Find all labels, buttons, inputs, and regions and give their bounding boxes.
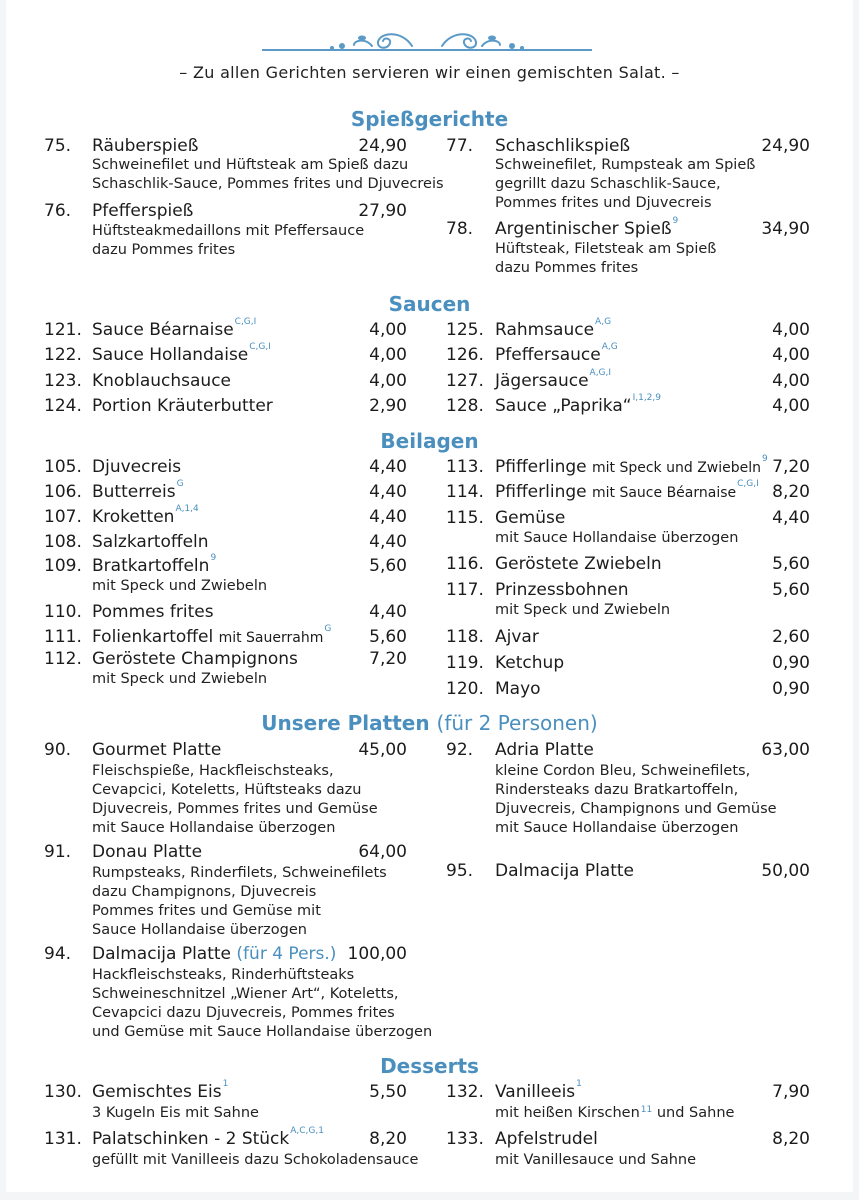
allergen-codes: A,C,G,1: [290, 1126, 324, 1136]
menu-item-description: [92, 670, 267, 689]
menu-item-title: Gemüse: [495, 508, 566, 528]
menu-item-title: Pfeffersauce: [495, 345, 601, 365]
menu-item-number: 132.: [446, 1082, 484, 1102]
menu-item-description: [92, 966, 432, 1042]
menu-item-number: 95.: [446, 861, 474, 881]
menu-item-name: [495, 627, 539, 647]
menu-item-title: Pfifferlinge: [495, 457, 587, 477]
menu-item-title: Knoblauchsauce: [92, 371, 232, 391]
menu-item-title: Salzkartoffeln: [92, 532, 209, 552]
intro-note: – Zu allen Gerichten servieren wir einen gemischten Salat. –: [179, 63, 680, 82]
allergen-codes: C,G,I: [249, 342, 271, 352]
menu-item-title: Rahmsauce: [495, 320, 595, 340]
description-line: mit Sauce Hollandaise überzogen: [495, 530, 739, 546]
menu-item-description: [92, 1151, 418, 1170]
menu-item-name: [92, 649, 298, 669]
menu-item-number: 108.: [44, 532, 82, 552]
allergen-codes: 1: [576, 1079, 582, 1089]
menu-item-name: [495, 653, 564, 673]
allergen-codes: I,1,2,9: [632, 393, 661, 403]
allergen-codes: C,G,I: [737, 479, 759, 489]
description-line: gegrillt dazu Schaschlik-Sauce,: [495, 176, 721, 192]
menu-item-price: 8,20: [369, 1129, 407, 1149]
menu-item-title: Dalmacija Platte: [495, 861, 635, 881]
menu-item-name: [495, 508, 565, 528]
menu-item-number: 106.: [44, 482, 82, 502]
menu-item-title: Geröstete Zwiebeln: [495, 554, 662, 574]
menu-item-name: [92, 1126, 324, 1149]
menu-item-description: [92, 1104, 259, 1123]
menu-item-number: 131.: [44, 1129, 82, 1149]
menu-item-name: [92, 553, 217, 576]
menu-item-number: 105.: [44, 457, 82, 477]
menu-item-name: [495, 580, 629, 600]
menu-item-number: 127.: [446, 371, 484, 391]
menu-item-description: [92, 222, 364, 260]
menu-item-title: Gemischtes Eis: [92, 1082, 222, 1102]
description-line: Hackfleischsteaks, Rinderhüftsteaks: [92, 967, 355, 983]
menu-item-name: [92, 740, 221, 760]
menu-item-price: 5,60: [369, 556, 407, 576]
menu-item-name: [495, 216, 679, 239]
menu-item-description: [92, 864, 387, 940]
menu-item-price: 0,90: [772, 679, 810, 699]
menu-item-name: [495, 679, 541, 699]
menu-item-number: 121.: [44, 320, 82, 340]
menu-item-number: 122.: [44, 345, 82, 365]
description-line: Pommes frites und Gemüse mit: [92, 903, 321, 919]
menu-item-name: [495, 861, 634, 881]
menu-item-title: Folienkartoffel: [92, 627, 214, 647]
description-line: mit Vanillesauce und Sahne: [495, 1152, 697, 1168]
menu-item-name: [495, 342, 618, 365]
description-line: Djuvecreis, Champignons und Gemüse: [495, 801, 777, 817]
menu-item-name: [92, 201, 193, 221]
menu-item-number: 125.: [446, 320, 484, 340]
menu-item-description: [92, 762, 378, 838]
menu-item-number: 123.: [44, 371, 82, 391]
menu-item-number: 77.: [446, 136, 474, 156]
menu-item-title: Sauce „Paprika“: [495, 396, 632, 416]
description-line: gefüllt mit Vanilleeis dazu Schokoladensauce: [92, 1152, 419, 1168]
menu-item-name: [92, 371, 231, 391]
allergen-codes: 11: [640, 1105, 653, 1115]
menu-item-name: [92, 624, 332, 647]
menu-item-price: 5,60: [772, 580, 810, 600]
menu-item-number: 120.: [446, 679, 484, 699]
menu-item-number: 107.: [44, 507, 82, 527]
menu-item-title: Sauce Hollandaise: [92, 345, 249, 365]
allergen-codes: A,G: [601, 342, 618, 352]
menu-item-title: Bratkartoffeln: [92, 556, 210, 576]
description-line: Pommes frites und Djuvecreis: [495, 195, 712, 211]
menu-item-title: Apfelstrudel: [495, 1129, 598, 1149]
menu-item-price: 64,00: [358, 842, 407, 862]
menu-item-price: 4,40: [369, 507, 407, 527]
menu-item-price: 5,50: [369, 1082, 407, 1102]
menu-item-price: 4,40: [369, 482, 407, 502]
menu-item-title: Pfefferspieß: [92, 201, 194, 221]
menu-item-description: [495, 762, 777, 838]
menu-item-price: 45,00: [358, 740, 407, 760]
menu-item-title: Palatschinken - 2 Stück: [92, 1129, 290, 1149]
menu-item-price: 5,60: [772, 554, 810, 574]
section-beilagen: Beilagen: [380, 429, 479, 453]
description-line: Hüftsteakmedaillons mit Pfeffersauce: [92, 223, 365, 239]
menu-item-price: 2,90: [369, 396, 407, 416]
menu-item-title: Gourmet Platte: [92, 740, 222, 760]
menu-item-price: 4,40: [772, 508, 810, 528]
section-saucen: Saucen: [388, 292, 471, 316]
menu-item-name: [495, 317, 612, 340]
menu-item-title: Vanilleeis: [495, 1082, 576, 1102]
menu-item-title: Argentinischer Spieß: [495, 219, 672, 239]
menu-item-price: 27,90: [358, 201, 407, 221]
menu-item-title: Ketchup: [495, 653, 565, 673]
description-line: mit Speck und Zwiebeln: [495, 602, 671, 618]
description-line: dazu Champignons, Djuvecreis: [92, 884, 317, 900]
section-platten: [0, 711, 859, 735]
menu-item-description: [92, 577, 267, 596]
menu-item-name: [92, 532, 209, 552]
menu-item-name: [495, 136, 630, 156]
menu-item-price: 4,00: [772, 396, 810, 416]
menu-item-price: 4,00: [369, 345, 407, 365]
section-platten-subtitle: (für 2 Personen): [436, 711, 598, 735]
description-line: Djuvecreis, Pommes frites und Gemüse: [92, 801, 378, 817]
description-line: mit Speck und Zwiebeln: [92, 671, 268, 687]
menu-item-number: 128.: [446, 396, 484, 416]
description-text: und Sahne: [656, 1105, 735, 1121]
description-line: Schweinefilet und Hüftsteak am Spieß dazu: [92, 157, 409, 173]
menu-item-price: 8,20: [772, 482, 810, 502]
allergen-codes: A,G: [595, 317, 612, 327]
description-line: mit Speck und Zwiebeln: [92, 578, 268, 594]
menu-item-title: Ajvar: [495, 627, 539, 647]
menu-item-price: 7,20: [772, 457, 810, 477]
menu-item-price: 4,40: [369, 532, 407, 552]
menu-item-price: 24,90: [761, 136, 810, 156]
menu-item-title: Donau Platte: [92, 842, 203, 862]
menu-item-price: 4,00: [772, 345, 810, 365]
menu-item-number: 111.: [44, 627, 82, 647]
menu-item-title: Portion Kräuterbutter: [92, 396, 273, 416]
menu-item-price: 100,00: [347, 944, 407, 964]
menu-item-name: [92, 944, 336, 964]
description-line: Schweinefilet, Rumpsteak am Spieß: [495, 157, 756, 173]
allergen-codes: C,G,I: [234, 317, 257, 327]
menu-item-name: [495, 1079, 582, 1102]
menu-item-title: Butterreis: [92, 482, 176, 502]
menu-item-inline-note: mit Sauce Béarnaise: [592, 485, 737, 501]
menu-item-name-extra: (für 4 Pers.): [236, 944, 337, 964]
menu-item-description: [495, 1104, 734, 1123]
menu-item-name: [92, 396, 273, 416]
menu-item-price: 4,00: [772, 371, 810, 391]
description-line: Fleischspieße, Hackfleischsteaks,: [92, 763, 334, 779]
menu-item-name: [92, 504, 199, 527]
menu-item-price: 24,90: [358, 136, 407, 156]
description-line: Rumpsteaks, Rinderfilets, Schweinefilets: [92, 865, 387, 881]
description-line: kleine Cordon Bleu, Schweinefilets,: [495, 763, 751, 779]
menu-item-number: 109.: [44, 556, 82, 576]
menu-item-inline-note: mit Speck und Zwiebeln: [592, 460, 761, 476]
menu-item-price: 0,90: [772, 653, 810, 673]
menu-item-description: [495, 156, 755, 213]
menu-item-price: 4,00: [772, 320, 810, 340]
section-platten-title: Unsere Platten: [261, 711, 430, 735]
description-line: Sauce Hollandaise überzogen: [92, 922, 307, 938]
menu-item-name: [92, 457, 181, 477]
menu-item-description: [495, 529, 738, 548]
menu-item-number: 91.: [44, 842, 72, 862]
menu-item-price: 50,00: [761, 861, 810, 881]
menu-item-number: 118.: [446, 627, 484, 647]
allergen-codes: A,1,4: [175, 504, 199, 514]
menu-item-price: 4,00: [369, 320, 407, 340]
menu-item-number: 114.: [446, 482, 484, 502]
menu-item-title: Prinzessbohnen: [495, 580, 629, 600]
menu-item-name: [495, 554, 662, 574]
menu-item-price: 4,00: [369, 371, 407, 391]
menu-item-price: 7,90: [772, 1082, 810, 1102]
allergen-codes: A,G,I: [589, 368, 612, 378]
menu-item-title: Kroketten: [92, 507, 175, 527]
description-line: Schaschlik-Sauce, Pommes frites und Djuvecreis: [92, 176, 444, 192]
menu-item-name: [92, 842, 202, 862]
menu-item-price: 5,60: [369, 627, 407, 647]
description-line: dazu Pommes frites: [92, 242, 236, 258]
menu-item-number: 126.: [446, 345, 484, 365]
description-text: mit heißen Kirschen: [495, 1105, 640, 1121]
menu-item-title: Djuvecreis: [92, 457, 182, 477]
menu-item-title: Sauce Béarnaise: [92, 320, 234, 340]
menu-item-title: Schaschlikspieß: [495, 136, 631, 156]
description-line: mit Sauce Hollandaise überzogen: [495, 820, 739, 836]
menu-item-name: [495, 393, 661, 416]
menu-item-number: 90.: [44, 740, 72, 760]
description-line: Rindersteaks dazu Bratkartoffeln,: [495, 782, 739, 798]
menu-item-title: Pfifferlinge: [495, 482, 587, 502]
section-spiessgerichte: Spießgerichte: [350, 107, 509, 131]
menu-item-number: 110.: [44, 602, 82, 622]
menu-item-name: [92, 479, 184, 502]
menu-item-description: [92, 156, 444, 194]
allergen-codes: 9: [210, 553, 217, 563]
menu-item-price: 4,40: [369, 457, 407, 477]
section-desserts: Desserts: [380, 1054, 479, 1078]
menu-item-price: 4,40: [369, 602, 407, 622]
menu-item-name: [92, 602, 214, 622]
menu-item-number: 115.: [446, 508, 484, 528]
menu-item-number: 75.: [44, 136, 72, 156]
allergen-codes: 1: [222, 1079, 229, 1089]
menu-item-name: [92, 317, 257, 340]
description-line: Hüftsteak, Filetsteak am Spieß: [495, 241, 717, 257]
menu-item-name: [495, 1129, 598, 1149]
menu-item-description: [495, 240, 716, 278]
menu-item-name: [92, 342, 271, 365]
menu-item-number: 117.: [446, 580, 484, 600]
allergen-codes: 9: [672, 216, 679, 226]
menu-item-number: 113.: [446, 457, 484, 477]
description-line: Schweineschnitzel „Wiener Art“, Koteletts,: [92, 986, 399, 1002]
menu-item-title: Dalmacija Platte: [92, 944, 232, 964]
allergen-codes: 9: [762, 454, 768, 464]
menu-item-title: Räuberspieß: [92, 136, 199, 156]
description-line: mit Sauce Hollandaise überzogen: [92, 820, 336, 836]
menu-item-title: Geröstete Champignons: [92, 649, 298, 669]
menu-item-price: 2,60: [772, 627, 810, 647]
description-line: Cevapcici, Koteletts, Hüftsteaks dazu: [92, 782, 362, 798]
menu-item-number: 76.: [44, 201, 72, 221]
ornament-divider-icon: [262, 24, 592, 58]
menu-item-title: Pommes frites: [92, 602, 214, 622]
description-line: und Gemüse mit Sauce Hollandaise überzogen: [92, 1024, 433, 1040]
menu-item-number: 94.: [44, 944, 72, 964]
menu-item-description: [495, 1151, 696, 1170]
menu-item-name: [92, 136, 198, 156]
menu-item-price: 63,00: [761, 740, 810, 760]
description-line: 3 Kugeln Eis mit Sahne: [92, 1105, 259, 1121]
menu-item-title: Adria Platte: [495, 740, 594, 760]
menu-item-price: 34,90: [761, 219, 810, 239]
menu-item-title: Mayo: [495, 679, 541, 699]
menu-item-number: 92.: [446, 740, 474, 760]
menu-item-number: 78.: [446, 219, 474, 239]
menu-item-price: 8,20: [772, 1129, 810, 1149]
menu-item-description: [495, 601, 670, 620]
menu-item-number: 133.: [446, 1129, 484, 1149]
allergen-codes: G: [324, 624, 332, 634]
menu-item-inline-note: mit Sauerrahm: [218, 630, 324, 646]
menu-item-name: [92, 1079, 229, 1102]
menu-item-number: 130.: [44, 1082, 82, 1102]
menu-item-title: Jägersauce: [495, 371, 589, 391]
menu-item-number: 119.: [446, 653, 484, 673]
menu-item-price: 7,20: [369, 649, 407, 669]
menu-item-name: [495, 368, 612, 391]
menu-item-number: 112.: [44, 649, 82, 669]
description-line: dazu Pommes frites: [495, 260, 639, 276]
description-line: Cevapcici dazu Djuvecreis, Pommes frites: [92, 1005, 395, 1021]
menu-item-number: 116.: [446, 554, 484, 574]
menu-item-number: 124.: [44, 396, 82, 416]
allergen-codes: G: [176, 479, 184, 489]
menu-item-name: [495, 740, 594, 760]
